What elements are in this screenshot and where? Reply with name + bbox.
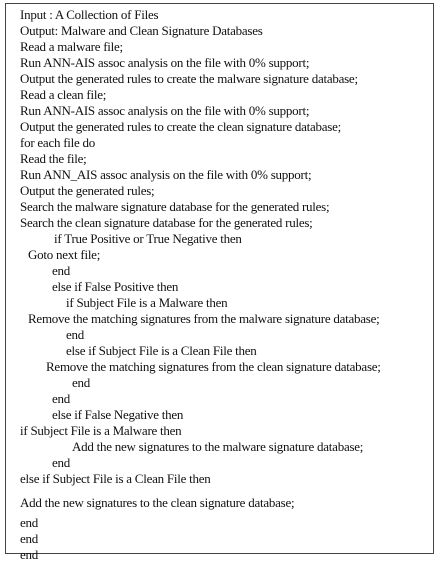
- algorithm-line: else if Subject File is a Clean File then: [20, 471, 211, 486]
- algorithm-line: Remove the matching signatures from the clean signature database;: [46, 359, 381, 374]
- algorithm-line: Output the generated rules to create the malware signature database;: [20, 71, 358, 86]
- algorithm-line: else if False Positive then: [52, 279, 179, 294]
- algorithm-line: if True Positive or True Negative then: [54, 231, 242, 246]
- algorithm-line: Read the file;: [20, 151, 87, 166]
- algorithm-line: Read a malware file;: [20, 39, 123, 54]
- algorithm-line: Run ANN-AIS assoc analysis on the file with 0% support;: [20, 55, 310, 70]
- algorithm-line: end: [72, 375, 91, 390]
- algorithm-line: Search the clean signature database for the generated rules;: [20, 215, 313, 230]
- algorithm-line: end: [52, 391, 71, 406]
- algorithm-line: Input : A Collection of Files: [20, 7, 159, 22]
- algorithm-line: Output the generated rules;: [20, 183, 155, 198]
- algorithm-line: else if False Negative then: [52, 407, 184, 422]
- algorithm-line: Output: Malware and Clean Signature Databases: [20, 23, 263, 38]
- algorithm-line: end: [52, 455, 71, 470]
- algorithm-line: end: [52, 263, 71, 278]
- algorithm-line: if Subject File is a Malware then: [66, 295, 228, 310]
- algorithm-line: end: [20, 531, 39, 546]
- algorithm-line: Run ANN-AIS assoc analysis on the file with 0% support;: [20, 103, 310, 118]
- algorithm-line: end: [66, 327, 85, 342]
- algorithm-line: Remove the matching signatures from the malware signature database;: [28, 311, 380, 326]
- algorithm-line: Run ANN_AIS assoc analysis on the file with 0% support;: [20, 167, 312, 182]
- algorithm-line: Add the new signatures to the clean signature database;: [20, 495, 295, 510]
- algorithm-line: Output the generated rules to create the clean signature database;: [20, 119, 341, 134]
- algorithm-line: end: [20, 547, 39, 562]
- algorithm-line: for each file do: [20, 135, 96, 150]
- algorithm-line: Search the malware signature database for the generated rules;: [20, 199, 330, 214]
- algorithm-box: [5, 3, 434, 562]
- algorithm-line: Read a clean file;: [20, 87, 107, 102]
- algorithm-line: Add the new signatures to the malware signature database;: [72, 439, 364, 454]
- algorithm-line: else if Subject File is a Clean File then: [66, 343, 257, 358]
- algorithm-line: Goto next file;: [28, 247, 101, 262]
- algorithm-line: end: [20, 515, 39, 530]
- algorithm-line: if Subject File is a Malware then: [20, 423, 182, 438]
